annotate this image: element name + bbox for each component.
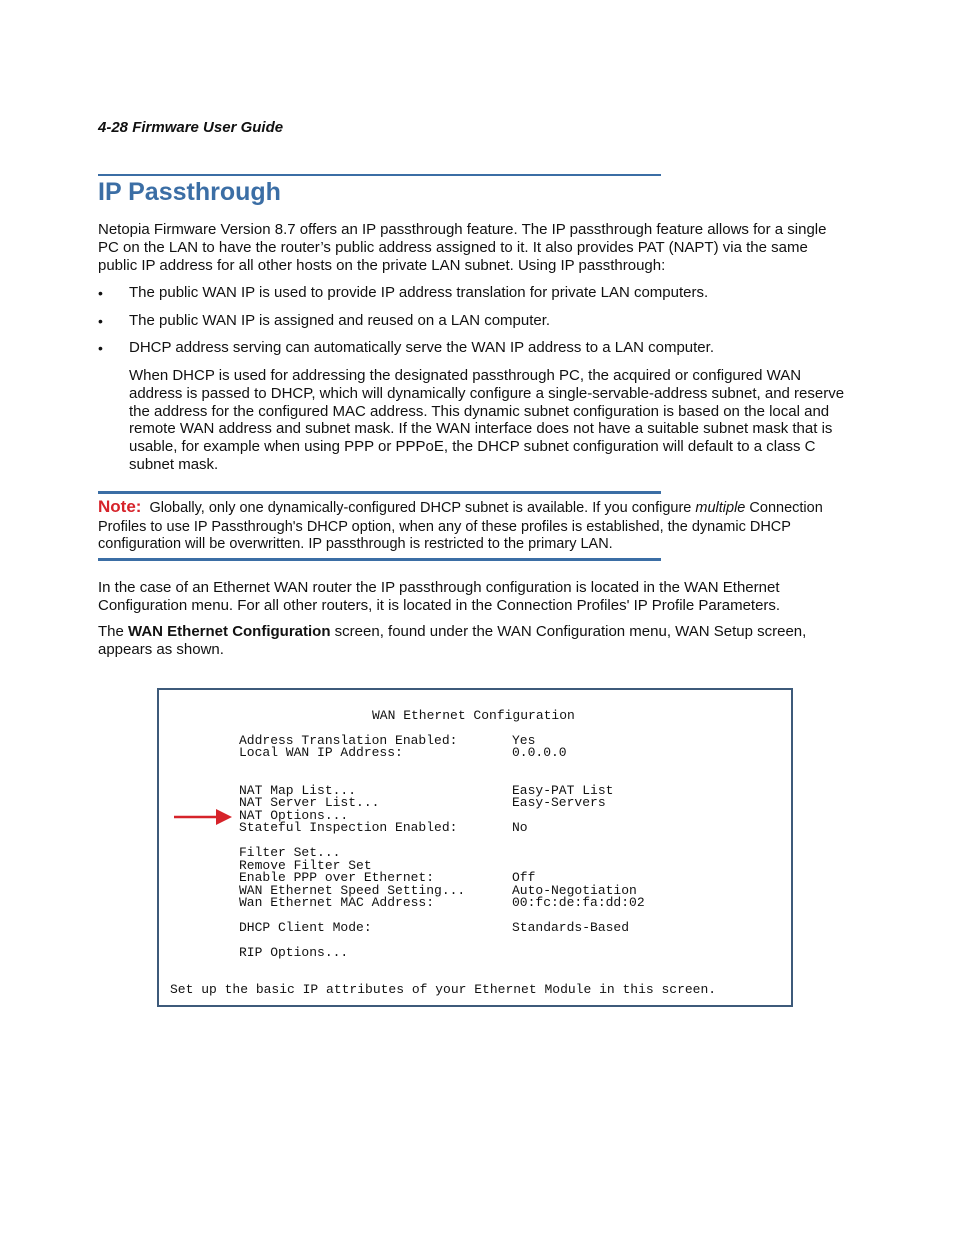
menu-item-value: Yes [512,733,536,748]
dhcp-line: When DHCP is used for addressing the designated passthrough PC, the acquired or configured WAN [129,367,802,384]
menu-item-label[interactable]: Address Translation Enabled: [239,733,458,748]
bullet-item: DHCP address serving can automatically serve the WAN IP address to a LAN computer. [129,339,714,356]
note-label: Note: [98,497,142,516]
menu-item-value: Auto-Negotiation [512,883,637,898]
bullet-item: The public WAN IP is used to provide IP address translation for private LAN computers. [129,284,709,301]
menu-item-label[interactable]: Filter Set... [239,845,341,860]
running-header: 4-28 Firmware User Guide [98,119,284,136]
bullet-marker: • [98,285,103,301]
menu-item-label[interactable]: Wan Ethernet MAC Address: [239,895,435,910]
menu-item-label[interactable]: WAN Ethernet Speed Setting... [239,883,466,898]
menu-item-label[interactable]: Stateful Inspection Enabled: [239,820,458,835]
menu-item-label[interactable]: Enable PPP over Ethernet: [239,870,435,885]
dhcp-line: the address for the configured MAC address. This dynamic subnet configuration is based on the local and [129,403,830,420]
dhcp-line: remote WAN address and subnet mask. If the WAN interface does not have a suitable subnet mask that is [129,420,833,437]
page-title: IP Passthrough [98,178,281,206]
menu-item-value: No [512,820,528,835]
terminal-status-line: Set up the basic IP attributes of your Ethernet Module in this screen. [170,982,717,997]
menu-item-label[interactable]: NAT Server List... [239,795,380,810]
intro-line: PC on the LAN to have the router’s public address assigned to it. It also provides PAT (NAPT) via the same [98,239,808,256]
dhcp-line: subnet mask. [129,456,219,473]
screen-intro-prefix: The [98,623,129,640]
bullet-marker: • [98,340,103,356]
screen-intro-suffix: screen, found under the WAN Configuration menu, WAN Setup screen, [330,623,807,640]
menu-item-value: Easy-Servers [512,795,606,810]
note-emphasis: multiple [695,500,746,516]
menu-item-label[interactable]: DHCP Client Mode: [239,920,372,935]
menu-item-value: 0.0.0.0 [512,745,567,760]
menu-item-value: Standards-Based [512,920,630,935]
note-text: Connection [745,500,823,516]
note-rule-top [98,491,661,494]
note-line: Profiles to use IP Passthrough's DHCP option, when any of these profiles is established, the dynamic DHCP [98,519,791,535]
intro-line: Netopia Firmware Version 8.7 offers an IP passthrough feature. The IP passthrough feature allows for a single [98,221,827,238]
terminal-title: WAN Ethernet Configuration [372,708,575,723]
bullet-item: The public WAN IP is assigned and reused on a LAN computer. [129,312,551,329]
bullet-marker: • [98,313,103,329]
menu-item-label[interactable]: NAT Map List... [239,783,357,798]
note-line: configuration will be overwritten. IP passthrough is restricted to the primary LAN. [98,536,613,552]
right-arrow-icon [174,808,234,826]
intro-line: public IP address for all other hosts on the private LAN subnet. Using IP passthrough: [98,257,666,274]
menu-item-value: Easy-PAT List [512,783,614,798]
note-rule-bottom [98,558,661,561]
location-line: Configuration menu. For all other routers, it is located in the Connection Profiles' IP Profile Parameters. [98,597,781,614]
menu-item-label[interactable]: Local WAN IP Address: [239,745,403,760]
menu-item-value: Off [512,870,536,885]
menu-item-label[interactable]: NAT Options... [239,808,349,823]
section-rule [98,174,661,176]
menu-item-value: 00:fc:de:fa:dd:02 [512,895,645,910]
note-text: Globally, only one dynamically-configured DHCP subnet is available. If you configure [149,500,696,516]
dhcp-line: address is passed to DHCP, which will dynamically configure a single-servable-address subnet, and reserve [129,385,845,402]
screen-intro-line: appears as shown. [98,641,224,658]
menu-item-label[interactable]: Remove Filter Set [239,858,372,873]
dhcp-line: usable, for example when using PPP or PPPoE, the DHCP subnet configuration will default to a class C [129,438,816,455]
location-line: In the case of an Ethernet WAN router the IP passthrough configuration is located in the WAN Ethernet [98,579,780,596]
screen-name: WAN Ethernet Configuration [128,623,331,640]
note-line [98,498,823,517]
screen-intro-line [98,623,806,641]
menu-item-label[interactable]: RIP Options... [239,945,349,960]
